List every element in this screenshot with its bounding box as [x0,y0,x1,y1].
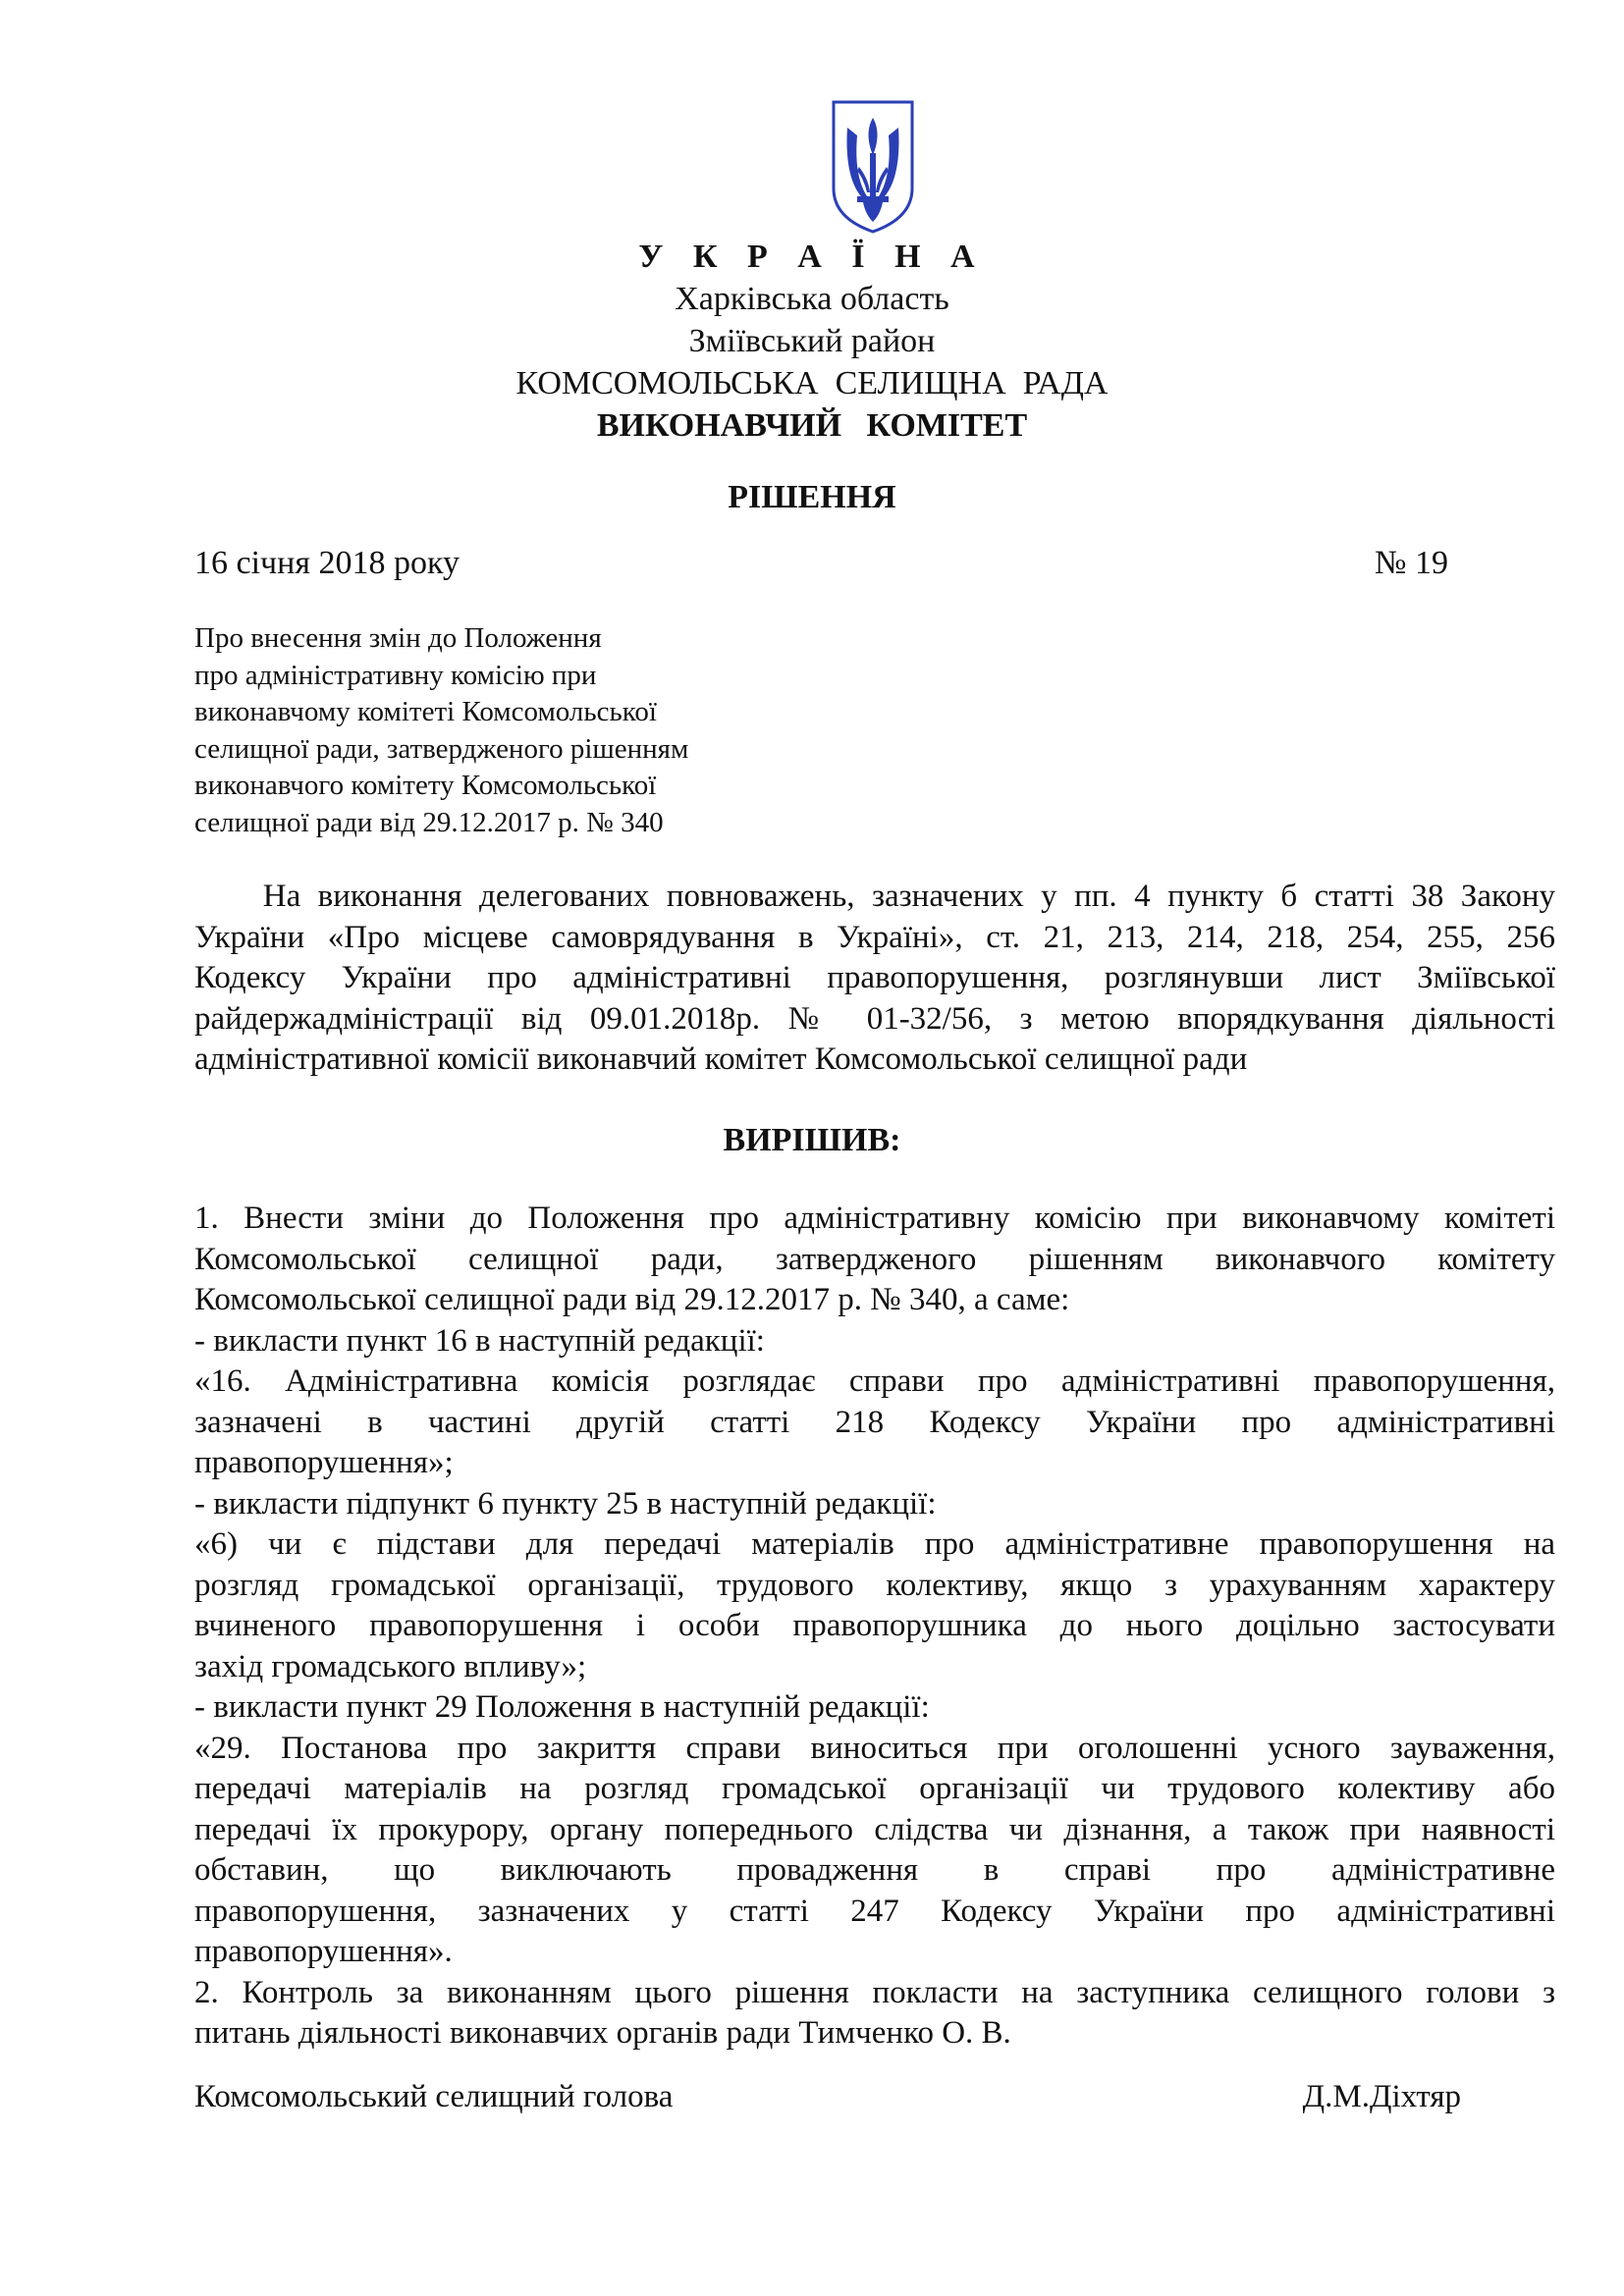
body-line: обставин, що виключають провадження в справі про адміністративне [194,1852,1555,1888]
signature-block [194,2079,1461,2115]
preamble-line: Кодексу України про адміністративні правопорушення, розглянувши лист Зміївської [194,960,1555,995]
document-number: № 19 [1375,545,1448,581]
subject-line: селищної ради, затвердженого рішенням [194,732,689,765]
preamble-line: адміністративної комісії виконавчий комітет Комсомольської селищної ради [194,1041,1248,1077]
body-line: розгляд громадської організації, трудового колективу, якщо з урахуванням характеру [194,1567,1555,1603]
body-line: - викласти підпункт 6 пункту 25 в наступній редакції: [194,1485,937,1522]
body-line: питань діяльності виконавчих органів ради Тимченко О. В. [194,2015,1011,2051]
subject-line: селищної ради від 29.12.2017 р. № 340 [194,806,664,838]
resolved-heading: ВИРІШИВ: [723,1122,901,1158]
body-line: правопорушення, зазначених у статті 247 Кодексу України про адміністративні [194,1893,1555,1929]
body-line: правопорушення». [194,1934,453,1969]
preamble-line: райдержадміністрації від 09.01.2018р. № 01-32/56, з метою впорядкування діяльності [194,1000,1555,1037]
district-name: Зміївський район [688,323,936,359]
committee-name: ВИКОНАВЧИЙ КОМІТЕТ [596,407,1028,444]
body-line: зазначені в частині другій статті 218 Кодексу України про адміністративні [194,1404,1555,1440]
subject-line: Про внесення змін до Положення [194,622,602,654]
region-name: Харківська область [675,281,949,317]
subject-line: виконавчому комітеті Комсомольської [194,696,657,727]
body-line: захід громадського впливу»; [194,1648,587,1684]
decision-body [194,1199,1555,2055]
body-line: Комсомольської селищної ради від 29.12.2017 р. № 340, а саме: [194,1282,1070,1317]
body-line: «29. Постанова про закриття справи виноситься при оголошенні усного зауваження, [194,1730,1555,1766]
body-line: правопорушення»; [194,1445,454,1480]
body-line: 1. Внести зміни до Положення про адміністративну комісію при виконавчому комітеті [194,1201,1555,1236]
date-number-line [194,545,1448,582]
signatory-position: Комсомольський селищний голова [194,2079,674,2114]
body-line: передачі матеріалів на розгляд громадської організації чи трудового колективу або [194,1771,1555,1806]
body-line: - викласти пункт 29 Положення в наступній редакції: [194,1689,930,1725]
subject-line: про адміністративну комісію при [194,659,597,691]
body-line: 2. Контроль за виконанням цього рішення покласти на заступника селищного голови з [194,1974,1555,2010]
document-type-title: РІШЕННЯ [728,479,896,515]
body-line: вчиненого правопорушення і особи правопорушника до нього доцільно застосувати [194,1608,1555,1643]
body-line: Комсомольської селищної ради, затвердженого рішенням виконавчого комітету [194,1241,1555,1277]
document-subject [194,620,823,841]
body-line: «16. Адміністративна комісія розглядає справи про адміністративні правопорушення, [194,1363,1555,1399]
preamble-line: На виконання делегованих повноважень, зазначених у пп. 4 пункту б статті 38 Закону [194,879,1555,914]
body-line: передачі їх прокурору, органу попереднього слідства чи дізнання, а також при наявності [194,1811,1555,1847]
subject-line: виконавчого комітету Комсомольської [194,770,657,801]
trident-coat-of-arms-icon [828,98,918,236]
council-name: КОМСОМОЛЬСЬКА СЕЛИЩНА РАДА [515,365,1109,401]
signatory-name: Д.М.Діхтяр [1302,2079,1461,2114]
preamble-line: України «Про місцеве самоврядування в Україні», ст. 21, 213, 214, 218, 254, 255, 256 [194,919,1555,955]
document-header [0,236,1624,447]
preamble-paragraph [194,877,1555,1081]
country-name: У К Р А Ї Н А [638,239,986,275]
body-line: «6) чи є підстави для передачі матеріалів про адміністративне правопорушення на [194,1526,1555,1562]
document-date: 16 січня 2018 року [194,545,460,581]
body-line: - викласти пункт 16 в наступній редакції: [194,1322,765,1359]
